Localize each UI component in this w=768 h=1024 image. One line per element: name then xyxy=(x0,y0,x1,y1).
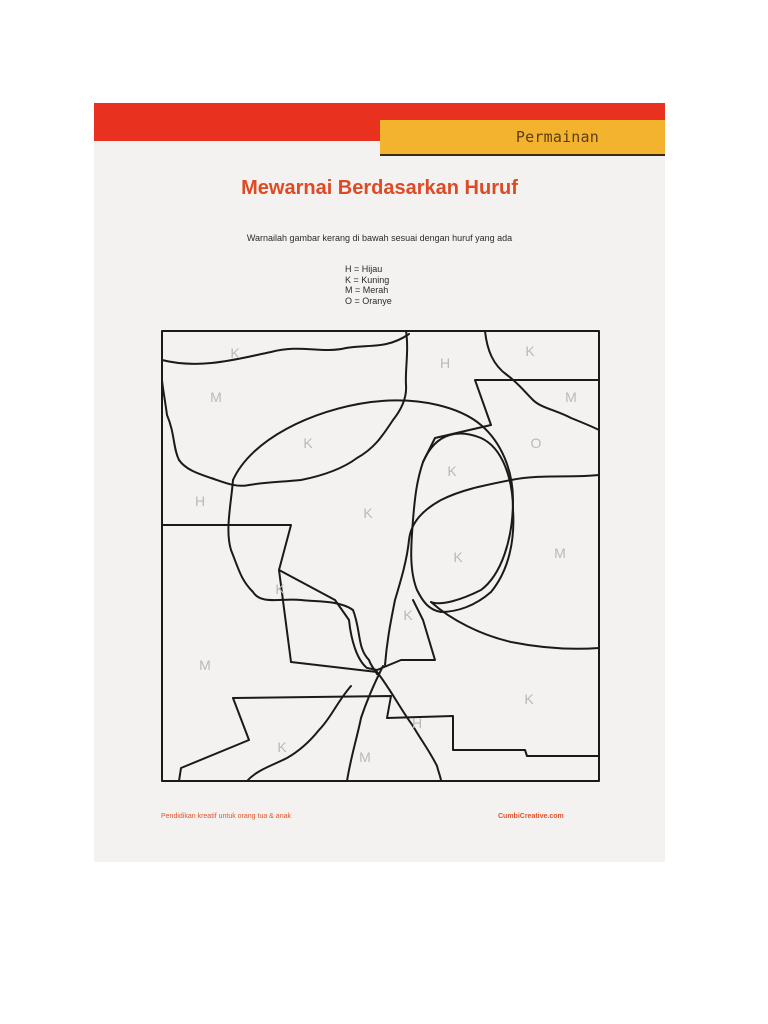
worksheet-page xyxy=(94,103,665,862)
page-title: Mewarnai Berdasarkan Huruf xyxy=(241,177,518,199)
region-letter: K xyxy=(303,435,313,451)
puzzle-line xyxy=(411,434,513,612)
region-letter: K xyxy=(447,463,457,479)
color-legend xyxy=(345,264,392,306)
puzzle-line xyxy=(291,662,377,672)
legend-item-o: O = Oranye xyxy=(345,295,392,306)
region-letter: O xyxy=(530,435,542,451)
region-letter: M xyxy=(554,545,566,561)
region-letter: K xyxy=(275,581,285,597)
category-tag-label: Permainan xyxy=(515,128,599,146)
region-letter: K xyxy=(453,549,463,565)
category-tag xyxy=(380,120,665,156)
region-letter: H xyxy=(439,355,451,371)
footer-tagline: Pendidikan kreatif untuk orang tua & anak xyxy=(161,813,291,820)
region-letter: M xyxy=(210,389,222,405)
instruction-text: Warnailah gambar kerang di bawah sesuai dengan huruf yang ada xyxy=(246,233,513,243)
legend-item-m: M = Merah xyxy=(345,285,389,295)
legend-item-h: H = Hijau xyxy=(345,264,383,274)
region-letter: K xyxy=(230,345,240,361)
region-letter: K xyxy=(525,343,535,359)
legend-item-k: K = Kuning xyxy=(345,274,390,285)
region-letter: K xyxy=(277,739,287,755)
region-letter: K xyxy=(524,691,534,707)
puzzle-line xyxy=(217,525,435,670)
puzzle-line xyxy=(431,602,599,649)
puzzle-line xyxy=(179,698,249,781)
coloring-puzzle xyxy=(161,330,600,782)
region-letter: M xyxy=(199,657,211,673)
footer-website-link[interactable]: CumbiCreative.com xyxy=(498,813,564,820)
region-letter: H xyxy=(411,715,423,731)
region-letter: M xyxy=(359,749,371,765)
puzzle-line xyxy=(162,334,409,364)
region-letter: H xyxy=(194,493,206,509)
puzzle-line xyxy=(233,400,513,603)
region-letter: K xyxy=(403,607,413,623)
region-letter: K xyxy=(363,505,373,521)
region-letter: M xyxy=(565,389,577,405)
puzzle-line xyxy=(247,686,351,781)
puzzle-line xyxy=(162,331,407,486)
